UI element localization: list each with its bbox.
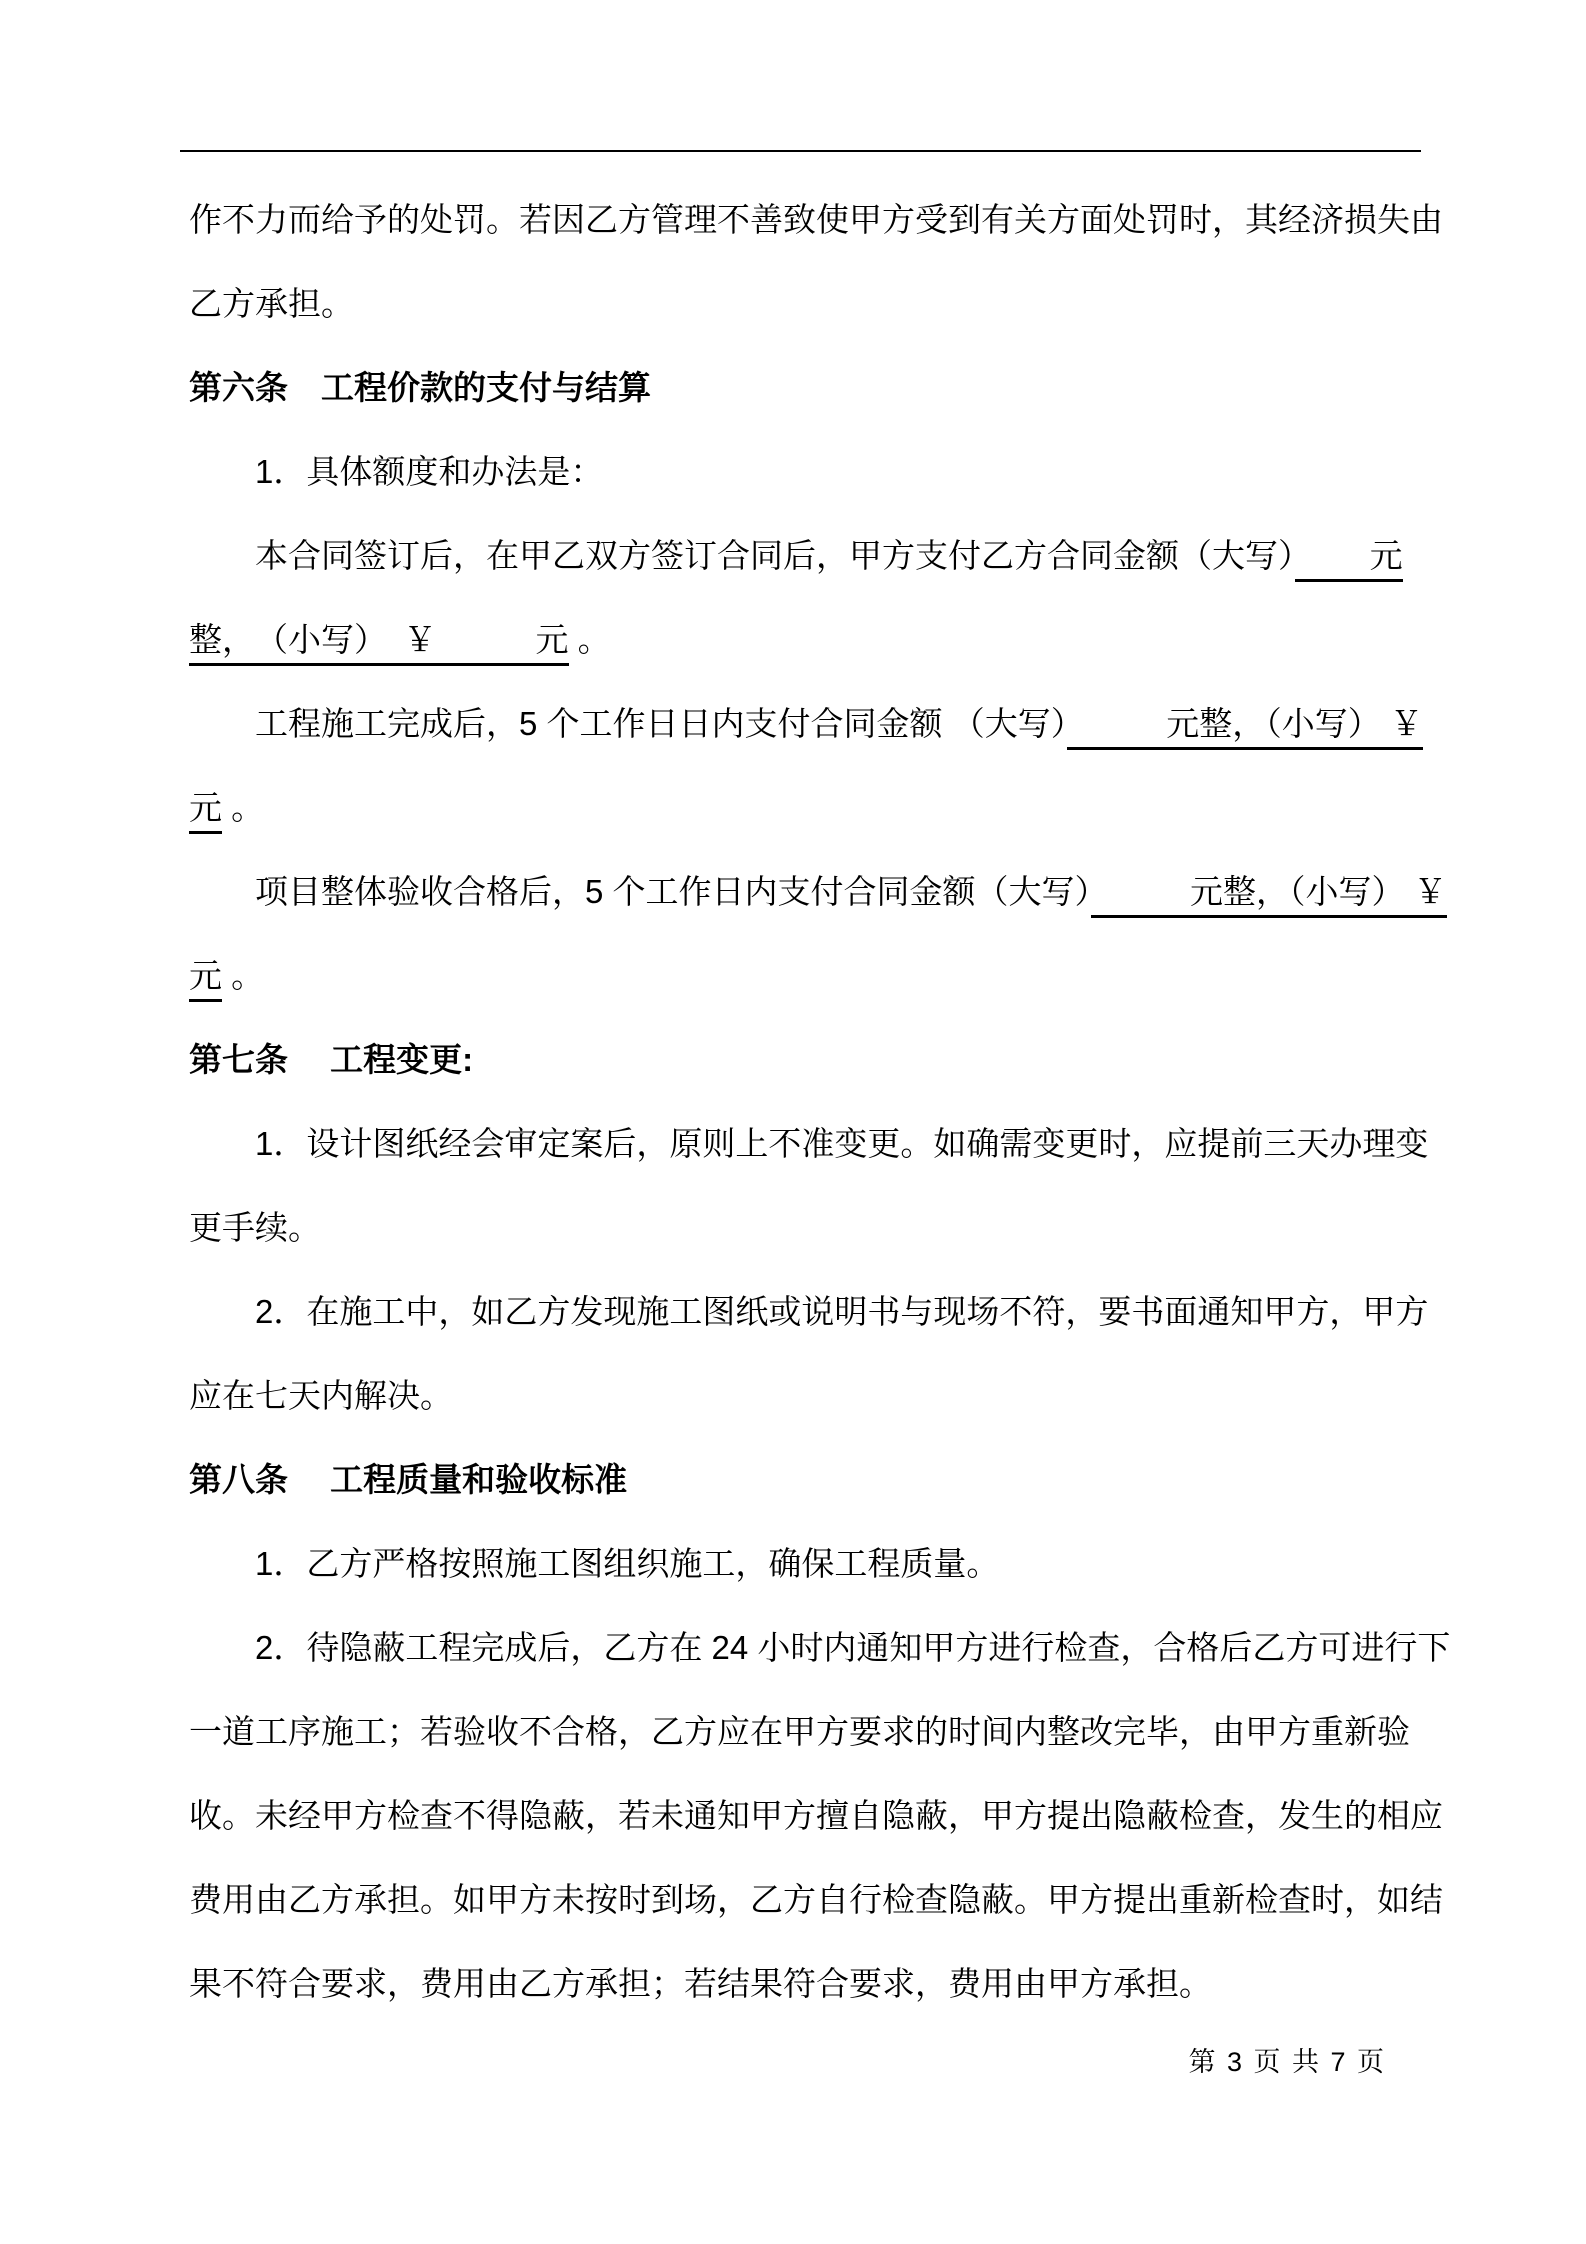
text-segment: 作不力而给予的处罚。若因乙方管理不善致使甲方受到有关方面处罚时，其经济损失由: [189, 201, 1443, 238]
text-line: [189, 178, 1457, 262]
page-footer: [1188, 2040, 1386, 2079]
text-segment: 。: [568, 621, 611, 658]
text-segment: 。: [222, 957, 265, 994]
section-heading: [189, 346, 1457, 430]
document-body: [189, 178, 1457, 2026]
text-line: [189, 682, 1457, 766]
text-line: [189, 1606, 1457, 1690]
text-line: [189, 850, 1457, 934]
text-segment: 2．待隐蔽工程完成后，乙方在 24 小时内通知甲方进行检查，合格后乙方可进行下: [255, 1629, 1451, 1666]
text-line: [189, 514, 1457, 598]
text-line: [189, 1102, 1457, 1186]
fill-in-blank-underline: 元整，（小写） ￥: [1067, 705, 1423, 750]
text-segment: 第八条 工程质量和验收标准: [189, 1461, 628, 1498]
text-segment: 第六条 工程价款的支付与结算: [189, 369, 651, 406]
text-segment: 1．乙方严格按照施工图组织施工，确保工程质量。: [255, 1545, 1000, 1582]
text-segment: 果不符合要求，费用由乙方承担；若结果符合要求，费用由甲方承担。: [189, 1965, 1212, 2002]
text-line: [189, 430, 1457, 514]
fill-in-blank-underline: 元整，（小写） ￥: [1091, 873, 1447, 918]
text-segment: 费用由乙方承担。如甲方未按时到场，乙方自行检查隐蔽。甲方提出重新检查时，如结: [189, 1881, 1443, 1918]
text-line: [189, 598, 1457, 682]
fill-in-blank-underline: 元: [1295, 537, 1403, 582]
text-segment: 应在七天内解决。: [189, 1377, 453, 1414]
section-heading: [189, 1438, 1457, 1522]
section-heading: [189, 1018, 1457, 1102]
text-line: [189, 766, 1457, 850]
fill-in-blank-underline: 整， （小写） ￥ 元: [189, 621, 569, 666]
text-line: [189, 1690, 1457, 1774]
text-line: [189, 1186, 1457, 1270]
text-segment: 更手续。: [189, 1209, 321, 1246]
fill-in-blank-underline: 元: [189, 789, 222, 834]
text-segment: 收。未经甲方检查不得隐蔽，若未通知甲方擅自隐蔽，甲方提出隐蔽检查，发生的相应: [189, 1797, 1443, 1834]
text-segment: 本合同签订后，在甲乙双方签订合同后，甲方支付乙方合同金额（大写）: [255, 537, 1295, 574]
text-segment: 项目整体验收合格后，5 个工作日内支付合同金额（大写）: [255, 873, 1092, 910]
text-segment: 2．在施工中，如乙方发现施工图纸或说明书与现场不符，要书面通知甲方，甲方: [255, 1293, 1429, 1330]
text-line: [189, 934, 1457, 1018]
text-segment: 工程施工完成后，5 个工作日日内支付合同金额 （大写）: [255, 705, 1068, 742]
text-line: [189, 1942, 1457, 2026]
text-segment: 。: [222, 789, 265, 826]
text-line: [189, 1270, 1457, 1354]
text-segment: 乙方承担。: [189, 285, 354, 322]
text-segment: 第七条 工程变更:: [189, 1041, 474, 1078]
page-number-label: 第 3 页 共 7 页: [1188, 2047, 1386, 2077]
text-line: [189, 1858, 1457, 1942]
fill-in-blank-underline: 元: [189, 957, 222, 1002]
header-rule: [180, 150, 1421, 152]
text-segment: 一道工序施工；若验收不合格，乙方应在甲方要求的时间内整改完毕，由甲方重新验: [189, 1713, 1410, 1750]
text-segment: 1．具体额度和办法是：: [255, 453, 604, 490]
text-line: [189, 262, 1457, 346]
text-segment: 1．设计图纸经会审定案后，原则上不准变更。如确需变更时，应提前三天办理变: [255, 1125, 1429, 1162]
text-line: [189, 1354, 1457, 1438]
text-line: [189, 1774, 1457, 1858]
text-line: [189, 1522, 1457, 1606]
